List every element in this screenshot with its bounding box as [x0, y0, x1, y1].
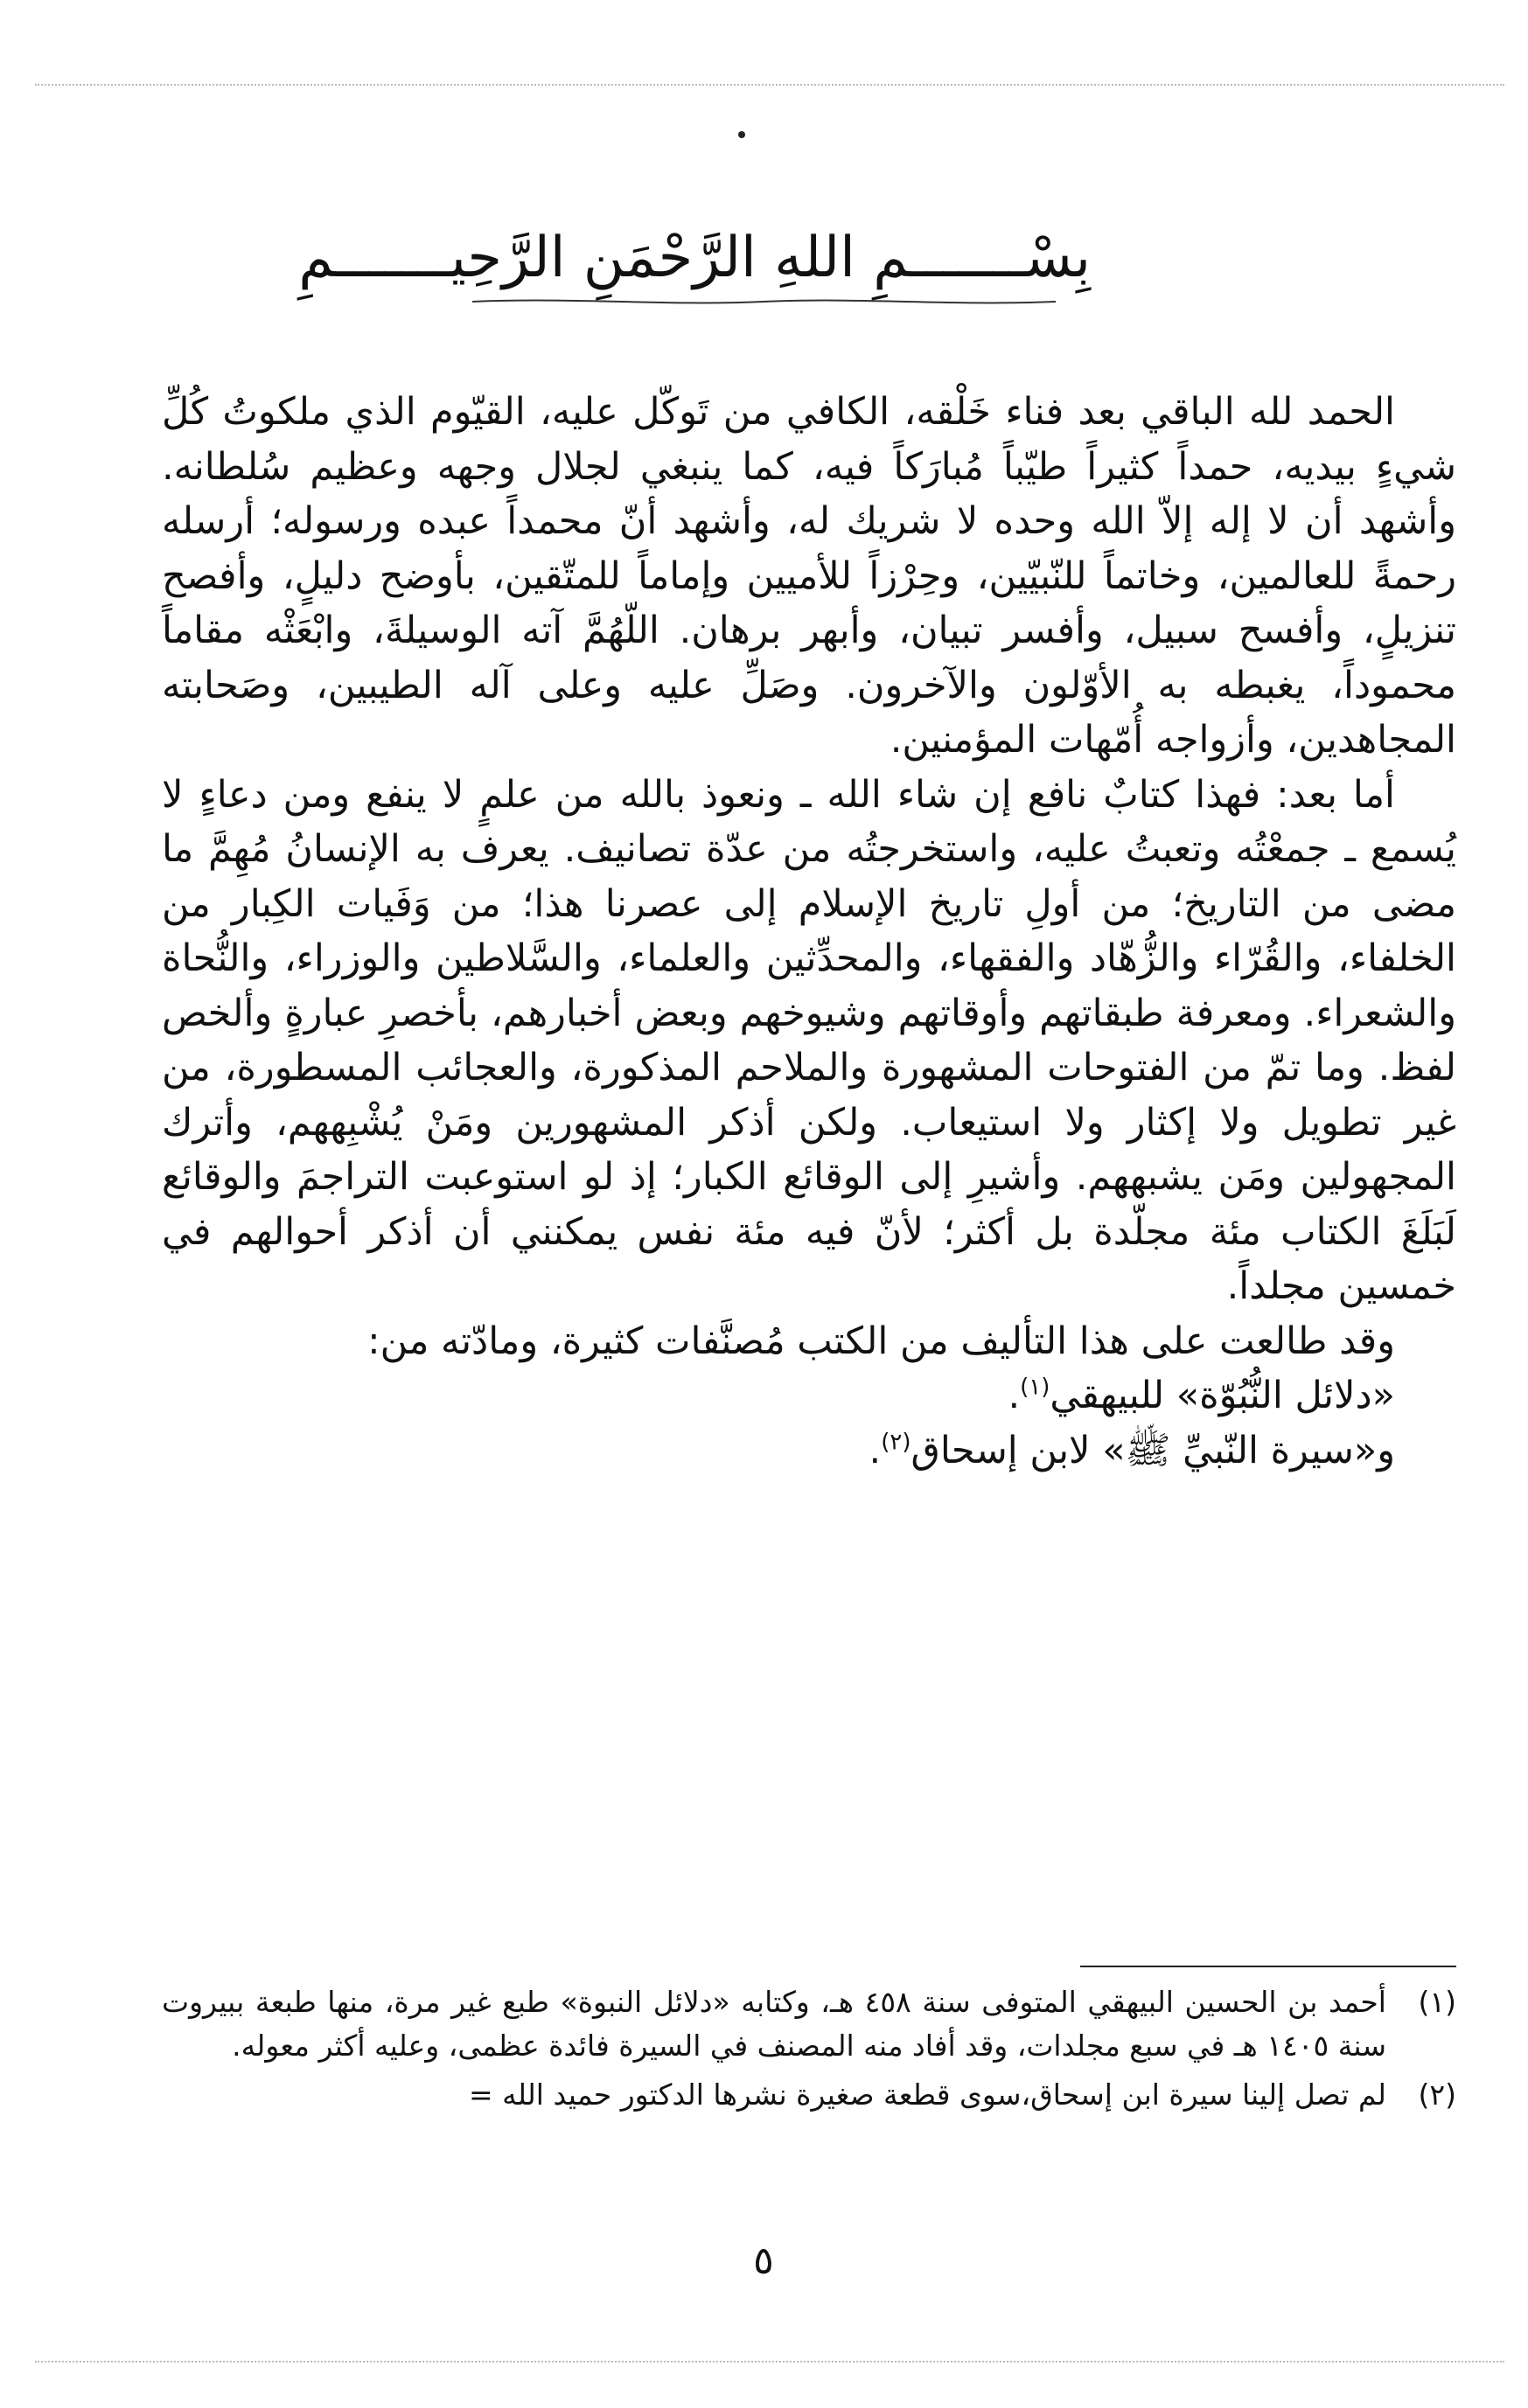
- ink-dot: [738, 131, 745, 138]
- source-item: و«سيرة النّبيِّ ﷺ» لابن إسحاق$^{(٢)}$.: [869, 1428, 1395, 1472]
- source-item: «دلائل النُّبُوّة» للبيهقي$^{(١)}$.: [1008, 1374, 1395, 1417]
- footnote-item: [162, 1980, 1456, 2068]
- source-title: و«سيرة النّبيِّ ﷺ» لابن إسحاق: [911, 1428, 1395, 1472]
- footnote-number: (٢): [1418, 2077, 1456, 2112]
- footnotes: [162, 1980, 1456, 2122]
- sources-intro: وقد طالعت على هذا التأليف من الكتب مُصنَّفات كثيرة، ومادّته من:: [367, 1319, 1395, 1363]
- footnote-number: (١): [1418, 1985, 1456, 2019]
- footnote-item: [162, 2073, 1456, 2117]
- bottom-edge-dots: [35, 2361, 1504, 2363]
- footnote-text: لم تصل إلينا سيرة ابن إسحاق،سوى قطعة صغيرة نشرها الدكتور حميد الله =: [468, 2077, 1386, 2112]
- footnote-separator: [1080, 1966, 1456, 1967]
- source-title: «دلائل النُّبُوّة» للبيهقي: [1050, 1374, 1395, 1417]
- page-number: ٥: [753, 2238, 774, 2283]
- main-text: [162, 385, 1456, 1478]
- intro-paragraph: أما بعد: فهذا كتابٌ نافع إن شاء الله ـ ونعوذ بالله من علمٍ لا ينفع ومن دعاءٍ لا يُسمع ـ جمعْتُه وتعبتُ عليه، واستخرجتُه من عدّة تصانيف. يعرف به الإنسانُ مُهِمَّ ما مضى من التاريخ؛ من أولِ تاريخ الإسلام إلى عصرنا هذا؛ من وَفَيات الكِبار من الخلفاء، والقُرّاء والزُّهّاد والفقهاء، والمحدِّثين والعلماء، والسَّلاطين والوزراء، والنُّحاة والشعراء. ومعرفة طبقاتهم وأوقاتهم وشيوخهم وبعض أخبارهم، بأخصرِ عبارةٍ وألخص لفظ. وما تمّ من الفتوحات المشهورة والملاحم المذكورة، والعجائب المسطورة، من غير تطويل ولا إكثار ولا استيعاب. ولكن أذكر المشهورين ومَنْ يُشْبِههم، وأترك المجهولين ومَن يشبههم. وأشيرِ إلى الوقائع الكبار؛ إذ لو استوعبت التراجمَ والوقائع لَبَلَغَ الكتاب مئة مجلّدة بل أكثر؛ لأنّ فيه مئة نفس يمكنني أن أذكر أحوالهم في خمسين مجلداً.: [162, 772, 1456, 1308]
- footnote-ref: (٢): [881, 1429, 911, 1456]
- opening-paragraph: الحمد لله الباقي بعد فناء خَلْقه، الكافي من تَوكّل عليه، القيّوم الذي ملكوتُ كُلِّ شيءٍ بيديه، حمداً كثيراً طيّباً مُبارَكاً فيه، كما ينبغي لجلال وجهه وعظيم سُلطانه. وأشهد أن لا إله إلاّ الله وحده لا شريك له، وأشهد أنّ محمداً عبده ورسوله؛ أرسله رحمةً للعالمين، وخاتماً للنّبيّين، وحِرْزاً للأميين وإماماً للمتّقين، بأوضح دليلٍ، وأفصح تنزيلٍ، وأفسح سبيل، وأفسر تبيان، وأبهر برهان. اللّهُمَّ آته الوسيلةَ، وابْعَثْه مقاماً محموداً، يغبطه به الأوّلون والآخرون. وصَلِّ عليه وعلى آله الطيبين، وصَحابته المجاهدين، وأزواجه أُمّهات المؤمنين.: [162, 390, 1456, 762]
- top-edge-dots: [35, 84, 1504, 86]
- basmala-heading: بِسْـــــــمِ اللهِ الرَّحْمَنِ الرَّحِيـــــــمِ: [298, 226, 1091, 290]
- footnote-ref: (١): [1020, 1374, 1050, 1401]
- basmala-flourish: [472, 296, 1056, 308]
- footnote-text: أحمد بن الحسين البيهقي المتوفى سنة ٤٥٨ هـ، وكتابه «دلائل النبوة» طبع غير مرة، منها طبعة ببيروت سنة ١٤٠٥ هـ في سبع مجلدات، وقد أفاد منه المصنف في السيرة فائدة عظمى، وعليه أكثر معوله.: [162, 1985, 1386, 2063]
